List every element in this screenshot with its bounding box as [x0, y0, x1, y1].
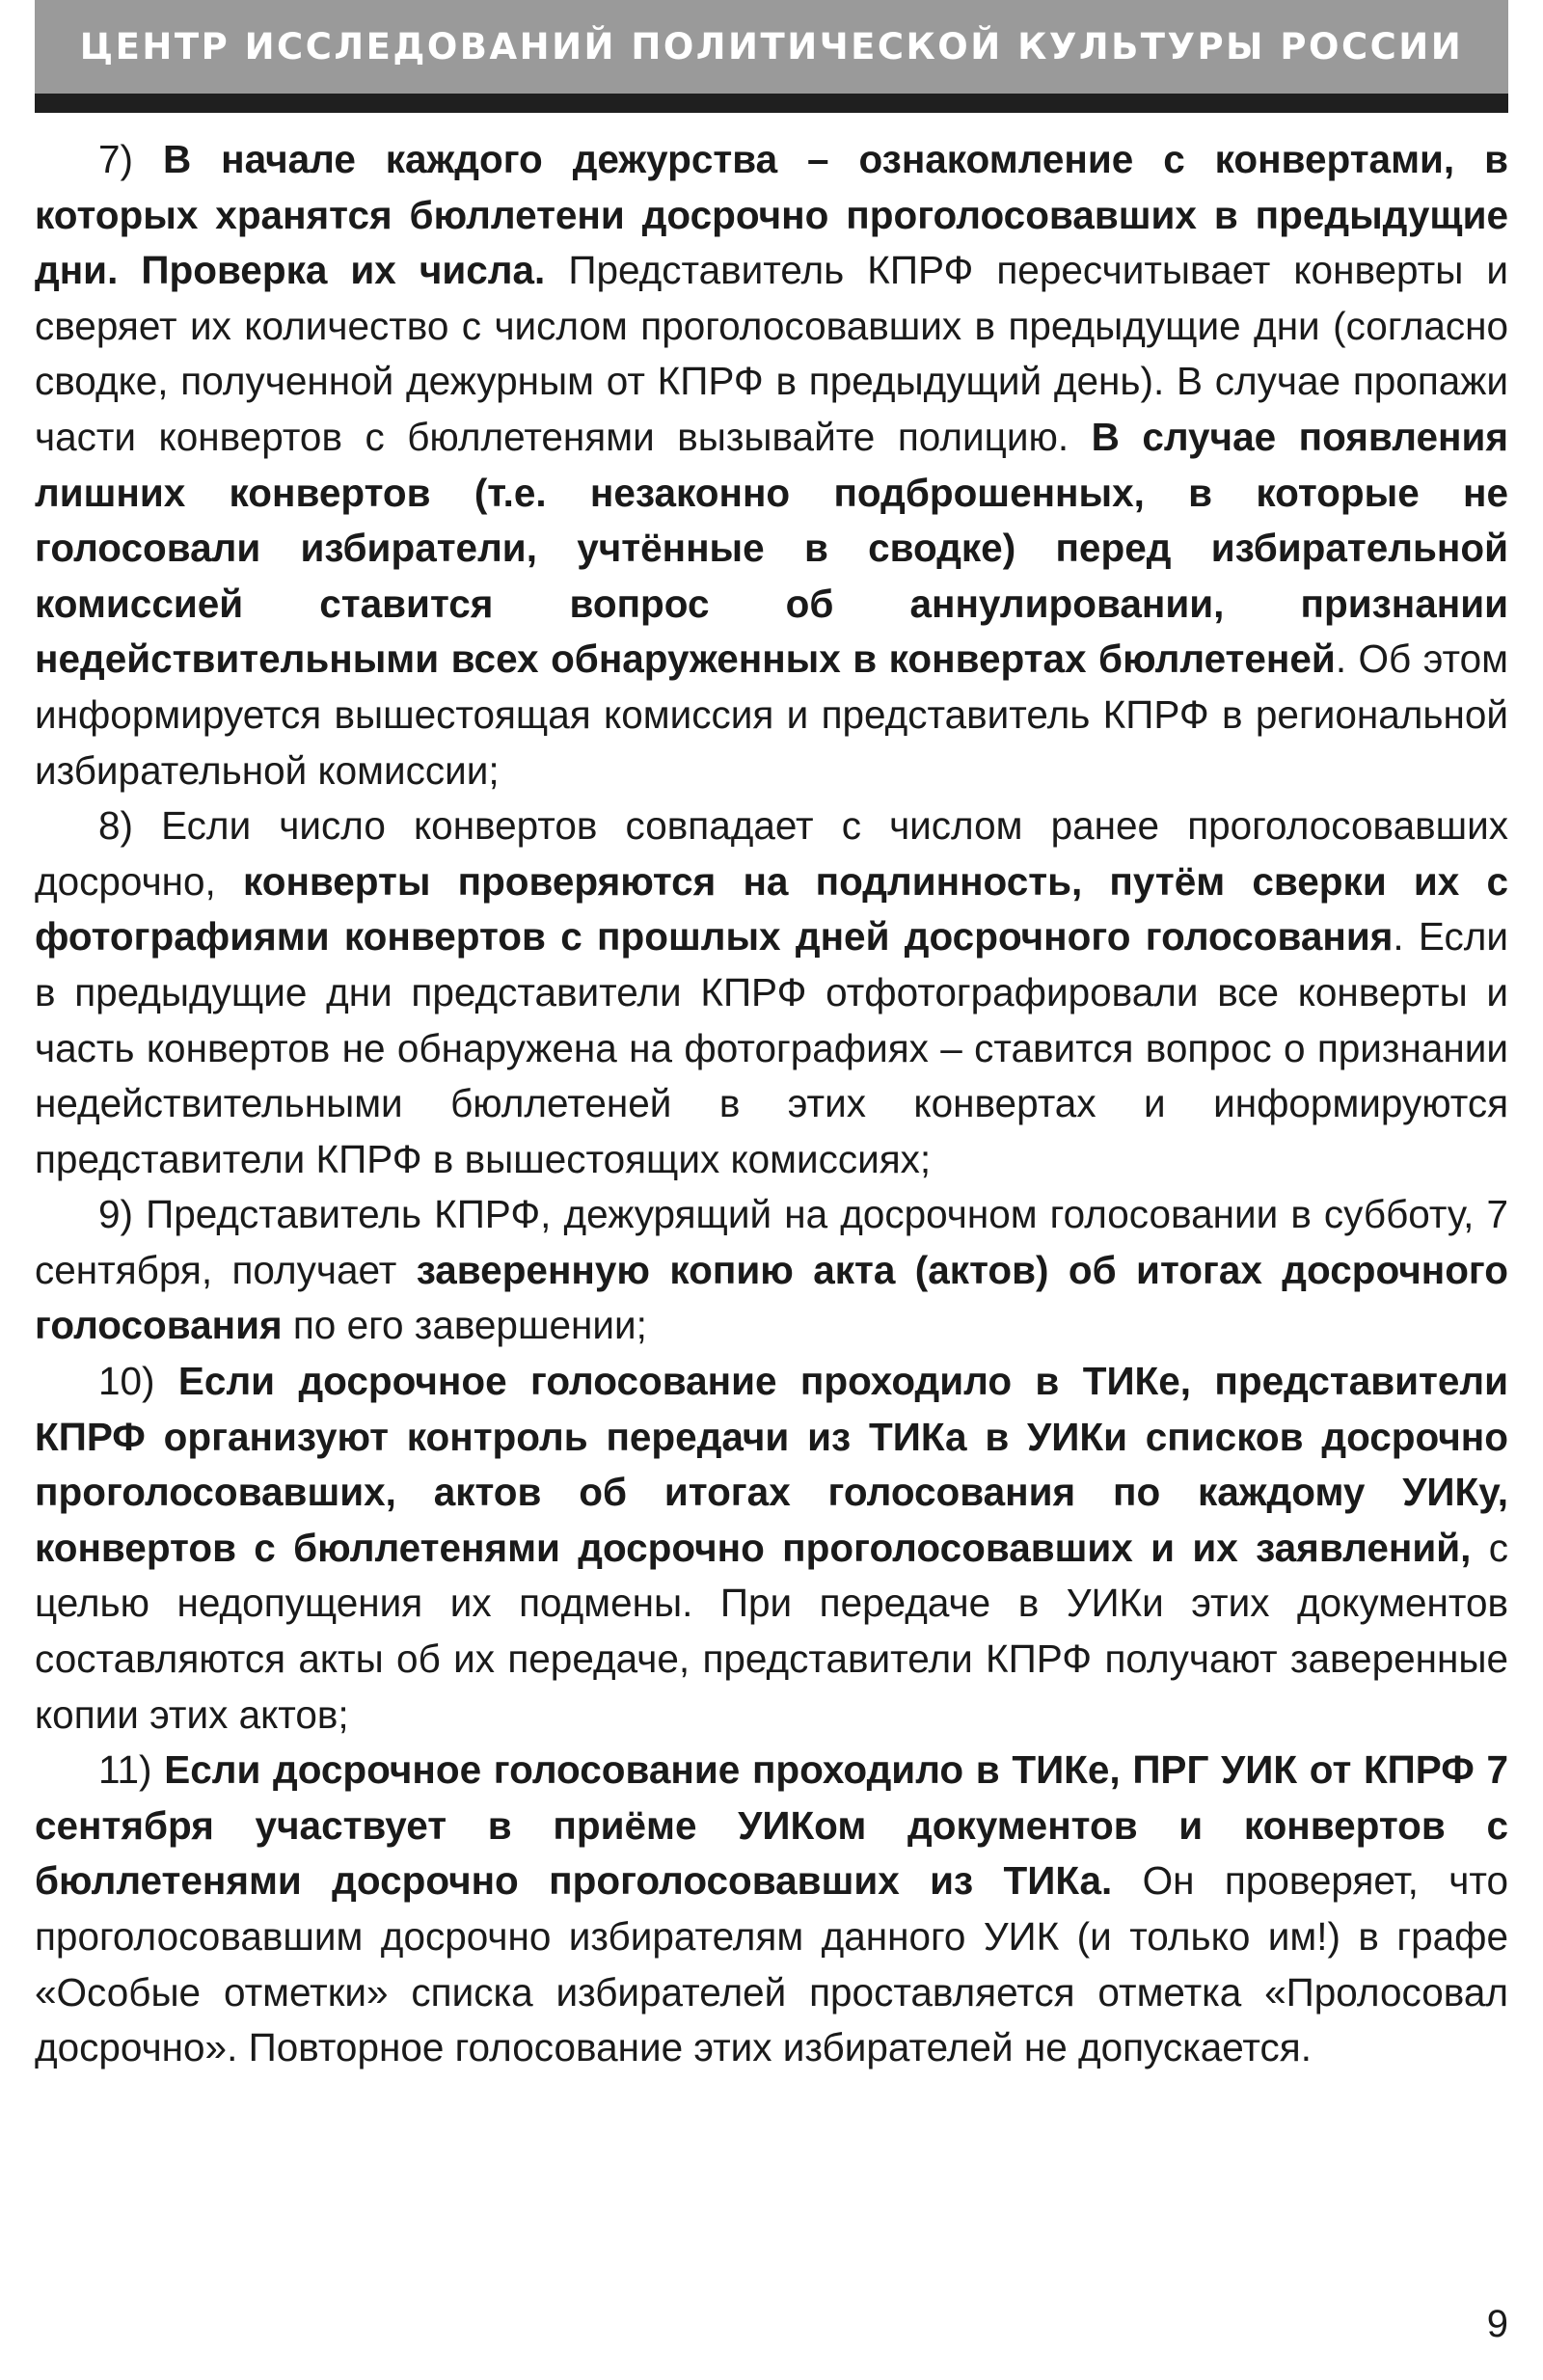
text-run: Представитель КПРФ пересчитывает конверты и сверяет их количество с числом проголосовавших в предыдущие дни (согласно сводке, полученной дежурным от КПРФ в предыдущий день). В случае пропажи части конвертов с бюллетенями вызывайте полицию. — [35, 248, 1508, 459]
text-run: 11) — [98, 1747, 165, 1793]
text-run: 10) — [98, 1359, 178, 1404]
text-run: 7) — [98, 137, 163, 181]
page-body — [35, 132, 1508, 2076]
header-rule — [35, 94, 1508, 113]
text-run: . Если в предыдущие дни представители КПРФ отфотографировали все конверты и часть конвертов не обнаружена на фотографиях – ставится вопрос о признании недействительными бюллетеней в этих конвертах и информируются представители КПРФ в вышестоящих комиссиях; — [35, 914, 1508, 1181]
bold-text-run: Если досрочное голосование проходило в ТИКе, ПРГ УИК от КПРФ 7 сентября участвует в приёме УИКом документов и конвертов с бюллетенями досрочно проголосовавших из ТИКа. — [35, 1747, 1508, 1904]
text-run: . Об этом информируется вышестоящая комиссия и представитель КПРФ в региональной избирательной комиссии; — [35, 636, 1508, 793]
paragraph-item-8 — [35, 798, 1508, 1187]
bold-text-run: Если досрочное голосование проходило в ТИКе, представители КПРФ организуют контроль передачи из ТИКа в УИКи списков досрочно проголосовавших, актов об итогах голосования по каждому УИКу, конвертов с бюллетенями досрочно проголосовавших и их заявлений, — [35, 1359, 1508, 1570]
text-run: по его завершении; — [282, 1303, 647, 1348]
bold-text-run: В начале каждого дежурства – ознакомление с конвертами, в которых хранятся бюллетени досрочно проголосовавших в предыдущие дни. Проверка их числа. — [35, 137, 1508, 293]
text-run: с целью недопущения их подмены. При передаче в УИКи этих документов составляются акты об их передаче, представители КПРФ получают заверенные копии этих актов; — [35, 1525, 1508, 1737]
bold-text-run: заверенную копию акта (актов) об итогах досрочного голосования — [35, 1247, 1509, 1348]
bold-text-run: В случае появления лишних конвертов (т.е. незаконно подброшенных, в которые не голосовали избиратели, учтённые в сводке) перед избирательной комиссией ставится вопрос об аннулировании, признании недействительными всех обнаруженных в конвертах бюллетеней — [35, 414, 1508, 682]
bold-text-run: конверты проверяются на подлинность, путём сверки их с фотографиями конвертов с прошлых дней досрочного голосования — [35, 858, 1508, 960]
running-header — [35, 0, 1508, 94]
paragraph-item-11 — [35, 1743, 1508, 2076]
text-run: Он проверяет, что проголосовавшим досрочно избирателям данного УИК (и только им!) в графе «Особые отметки» списка избирателей проставляется отметка «Пролосовал досрочно». Повторное голосование этих избирателей не допускается. — [35, 1858, 1508, 2070]
paragraph-item-10 — [35, 1354, 1508, 1743]
page-number: 9 — [1486, 2303, 1508, 2345]
text-run: 8) Если число конвертов совпадает с числом ранее проголосовавших досрочно, — [35, 803, 1508, 904]
paragraph-item-9 — [35, 1187, 1508, 1354]
text-run: 9) Представитель КПРФ, дежурящий на досрочном голосовании в субботу, 7 сентября, получает — [35, 1192, 1508, 1292]
header-title: ЦЕНТР ИССЛЕДОВАНИЙ ПОЛИТИЧЕСКОЙ КУЛЬТУРЫ РОССИИ — [79, 26, 1464, 68]
paragraph-item-7 — [35, 132, 1508, 798]
